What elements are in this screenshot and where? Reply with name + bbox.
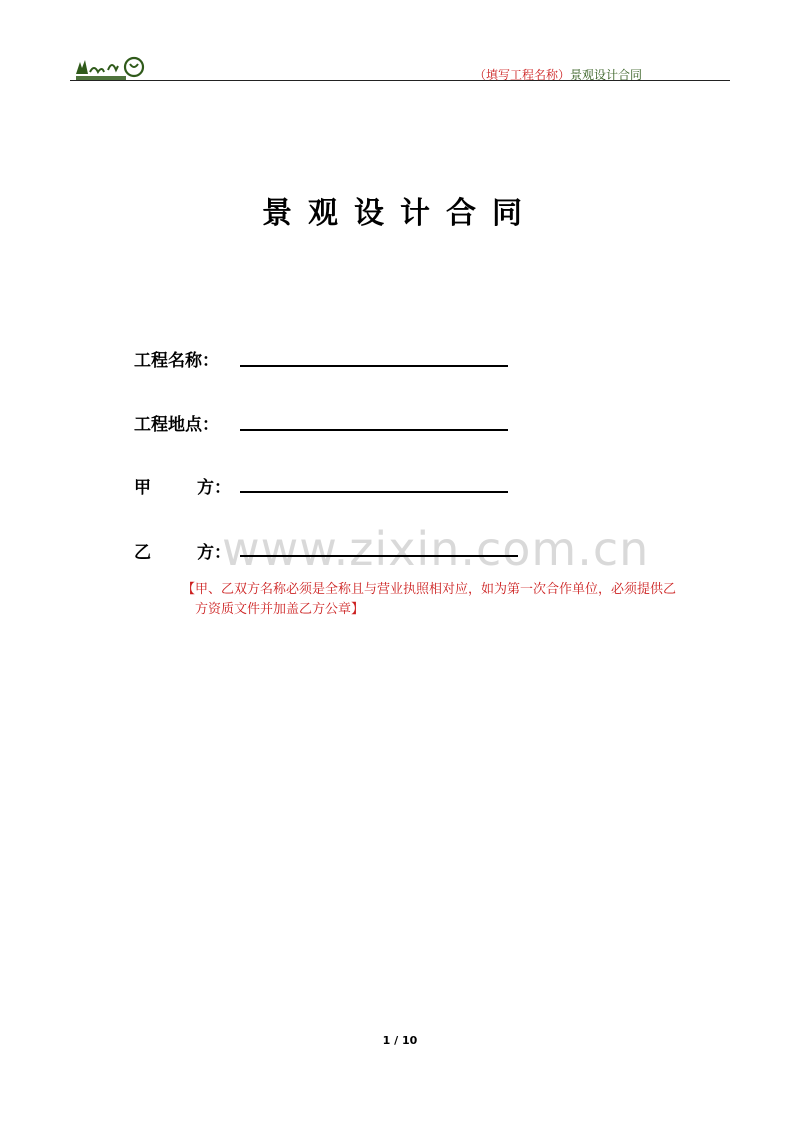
logo-mark-icon: [72, 54, 148, 82]
field-project-name: [134, 346, 240, 371]
field-label: 工程地点：: [134, 415, 219, 435]
field-label-second: 方：: [197, 543, 231, 563]
project-name-underline[interactable]: [240, 365, 508, 367]
party-b-underline[interactable]: [240, 555, 518, 557]
project-location-underline[interactable]: [240, 429, 508, 431]
company-logo: [72, 54, 148, 82]
field-label: 工程名称：: [134, 351, 219, 371]
field-party-a: [134, 473, 240, 498]
field-label-first: 乙: [134, 543, 151, 563]
header-title: [474, 66, 642, 83]
party-name-note: [182, 580, 722, 620]
party-a-underline[interactable]: [240, 491, 508, 493]
header-contract-name: 景观设计合同: [569, 68, 642, 82]
field-label-first: 甲: [134, 478, 151, 498]
field-party-b: [134, 538, 240, 563]
field-label-second: 方：: [197, 478, 231, 498]
field-project-location: [134, 410, 240, 435]
note-line-2: 方资质文件并加盖乙方公章】: [195, 602, 365, 617]
note-line-1: 【甲、乙双方名称必须是全称且与营业执照相对应，如为第一次合作单位，必须提供乙: [182, 582, 677, 597]
watermark: www.zixin.com.cn: [222, 522, 650, 576]
page-header: [70, 52, 730, 81]
header-placeholder: （填写工程名称）: [473, 68, 570, 82]
page-number: 1 / 10: [382, 1034, 418, 1047]
document-title: 景观设计合同: [262, 196, 538, 231]
